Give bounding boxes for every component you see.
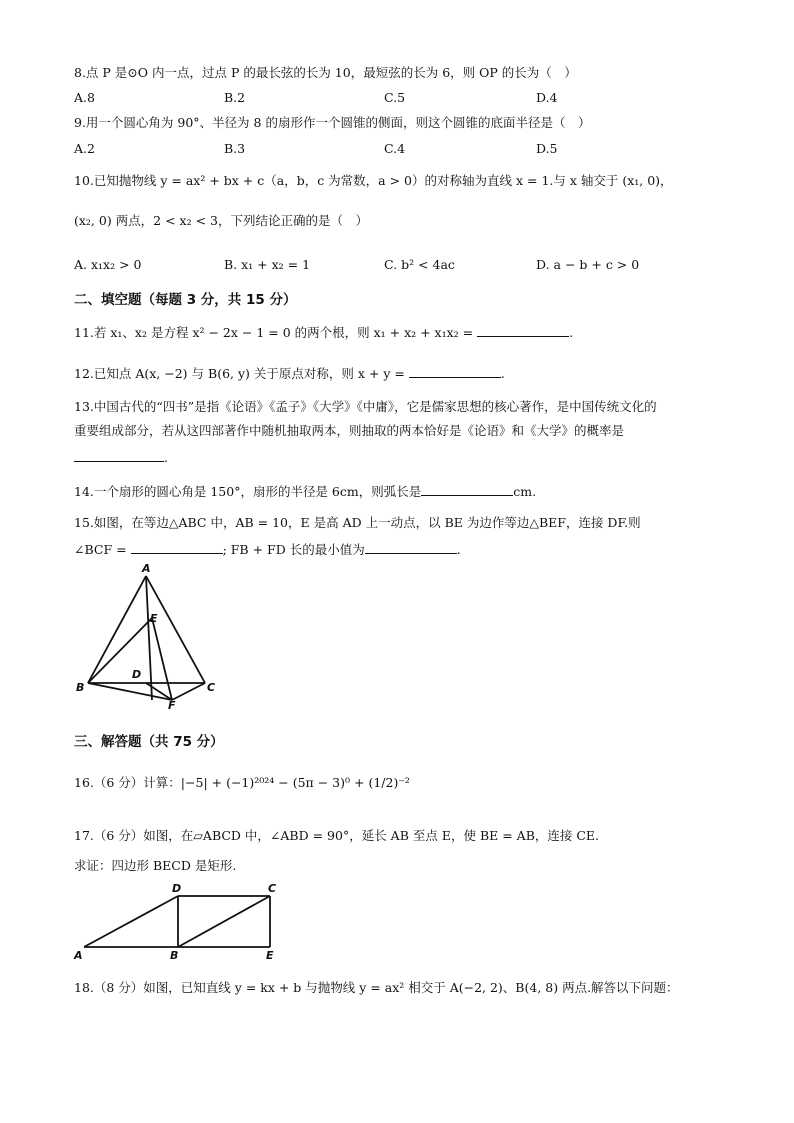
question-12-text: 12.已知点 A(x, −2) 与 B(6, y) 关于原点对称，则 x + y = [74, 366, 409, 381]
question-15-figure [72, 558, 222, 710]
question-13-line2: 重要组成部分，若从这四部著作中随机抽取两本，则抽取的两本恰好是《论语》和《大学》的概率是 [74, 423, 625, 438]
question-14-text: 14.一个扇形的圆心角是 150°，扇形的半径是 6cm，则弧长是 [74, 484, 422, 499]
fig15-label-e: E [150, 612, 158, 625]
question-9-option-a: A.2 [74, 141, 95, 156]
question-17-line2: 求证：四边形 BECD 是矩形. [74, 858, 237, 873]
question-15-answer-blank-1 [131, 540, 223, 554]
question-13-line1: 13.中国古代的“四书”是指《论语》《孟子》《大学》《中庸》，它是儒家思想的核心著作，是中国传统文化的 [74, 399, 657, 414]
question-10-stem-line2: (x₂, 0) 两点，2 < x₂ < 3，下列结论正确的是（ ） [74, 213, 368, 228]
question-13-answer-blank [74, 448, 164, 462]
question-15-end: . [456, 542, 461, 557]
fig15-segment-ef [152, 618, 172, 700]
question-15-part2: ; FB + FD 长的最小值为 [222, 542, 365, 557]
question-10-option-c: C. b² < 4ac [384, 257, 455, 272]
fig15-label-a: A [142, 562, 151, 575]
question-17-line1: 17.（6 分）如图，在▱ABCD 中，∠ABD = 90°，延长 AB 至点 E，使 BE = AB，连接 CE. [74, 828, 600, 843]
question-9-options [74, 140, 714, 158]
fig17-label-e: E [266, 949, 274, 962]
question-15-part1: ∠BCF = [74, 542, 131, 557]
question-9-option-c: C.4 [384, 141, 406, 156]
question-8-option-b: B.2 [224, 90, 246, 105]
fig15-label-c: C [207, 681, 216, 694]
question-8-option-d: D.4 [536, 90, 558, 105]
question-14-answer-blank [421, 482, 513, 496]
fig15-segment-be [88, 618, 152, 683]
question-17-figure [72, 880, 292, 962]
question-11 [74, 323, 573, 342]
section-3-heading: 三、解答题（共 75 分） [74, 734, 224, 750]
question-10-option-d: D. a − b + c > 0 [536, 257, 640, 272]
question-16: 16.（6 分）计算：|−5| + (−1)²⁰²⁴ − (5π − 3)⁰ + (1/2)⁻² [74, 775, 410, 790]
question-8-option-c: C.5 [384, 90, 406, 105]
question-14-end: cm. [513, 484, 537, 499]
fig17-side-bc [178, 896, 270, 947]
question-12 [74, 364, 505, 383]
question-8-stem: 8.点 P 是⊙O 内一点，过点 P 的最长弦的长为 10，最短弦的长为 6，则 OP 的长为（ ） [74, 65, 577, 80]
question-9-option-b: B.3 [224, 141, 246, 156]
question-9-option-d: D.5 [536, 141, 558, 156]
fig17-side-ad [84, 896, 178, 947]
question-18: 18.（8 分）如图，已知直线 y = kx + b 与抛物线 y = ax² 相交于 A(−2, 2)、B(4, 8) 两点.解答以下问题： [74, 980, 679, 995]
question-14 [74, 482, 536, 501]
question-10-option-b: B. x₁ + x₂ = 1 [224, 257, 311, 272]
question-12-end: . [500, 366, 505, 381]
question-10-options [74, 256, 714, 274]
question-8-option-a: A.8 [74, 90, 95, 105]
question-12-answer-blank [409, 364, 501, 378]
fig15-side-ab [88, 576, 146, 683]
section-2-heading: 二、填空题（每题 3 分，共 15 分） [74, 292, 297, 308]
fig15-segment-cf [172, 683, 205, 700]
fig17-label-b: B [170, 949, 179, 962]
question-13-line3 [74, 448, 168, 467]
question-11-end: . [569, 325, 574, 340]
question-15-line1: 15.如图，在等边△ABC 中，AB = 10，E 是高 AD 上一动点，以 BE 为边作等边△BEF，连接 DF.则 [74, 515, 641, 530]
question-9-stem: 9.用一个圆心角为 90°、半径为 8 的扇形作一个圆锥的侧面，则这个圆锥的底面半径是（ ） [74, 115, 591, 130]
question-10-stem-line1: 10.已知抛物线 y = ax² + bx + c（a，b，c 为常数，a > 0）的对称轴为直线 x = 1.与 x 轴交于 (x₁, 0)， [74, 173, 673, 188]
fig17-label-a: A [74, 949, 83, 962]
question-10-option-a: A. x₁x₂ > 0 [74, 257, 142, 272]
fig15-label-f: F [168, 699, 176, 710]
question-11-answer-blank [477, 323, 569, 337]
question-13-end: . [164, 450, 168, 465]
fig17-label-d: D [172, 882, 182, 895]
fig15-altitude-ad [146, 576, 152, 700]
question-8-options [74, 89, 714, 107]
fig15-label-d: D [132, 668, 142, 681]
question-15-line2 [74, 540, 461, 559]
fig15-label-b: B [76, 681, 85, 694]
question-15-answer-blank-2 [365, 540, 457, 554]
question-11-text: 11.若 x₁、x₂ 是方程 x² − 2x − 1 = 0 的两个根，则 x₁ + x₂ + x₁x₂ = [74, 325, 478, 340]
fig17-label-c: C [268, 882, 277, 895]
